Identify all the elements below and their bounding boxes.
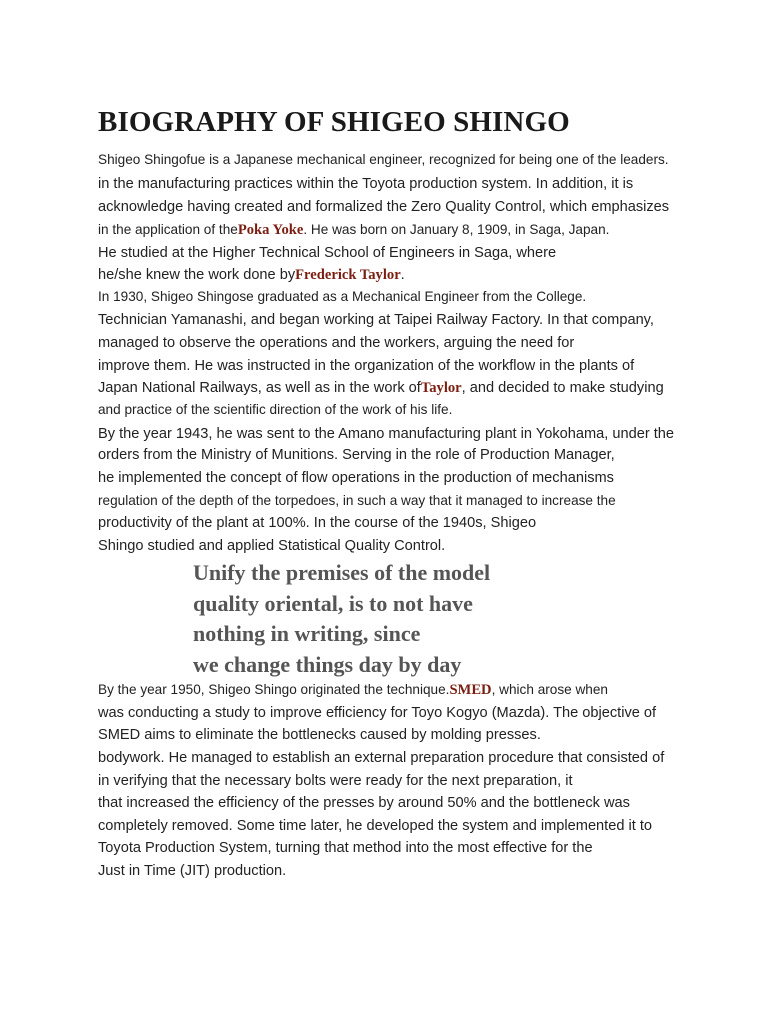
body-line: completely removed. Some time later, he developed the system and implemented it to <box>98 818 653 834</box>
line-text: Japan National Railways, as well as in the work of <box>98 380 421 396</box>
body-line: Shigeo Shingofue is a Japanese mechanical engineer, recognized for being one of the leaders. <box>98 152 669 167</box>
pull-quote <box>193 558 613 680</box>
quote-line: we change things day by day <box>193 651 462 677</box>
body-line: orders from the Ministry of Munitions. Serving in the role of Production Manager, <box>98 447 615 463</box>
body-line: Just in Time (JIT) production. <box>98 863 287 879</box>
body-line: in verifying that the necessary bolts were ready for the next preparation, it <box>98 773 573 789</box>
body-line <box>98 265 405 285</box>
body-line <box>98 220 609 240</box>
body-line: acknowledge having created and formalized the Zero Quality Control, which emphasizes <box>98 199 670 215</box>
line-text: in the application of the <box>98 222 238 237</box>
line-text: . <box>400 267 405 283</box>
body-line <box>98 680 608 700</box>
body-line: productivity of the plant at 100%. In the course of the 1940s, Shigeo <box>98 515 537 531</box>
keyword-poka-yoke: Poka Yoke <box>237 222 304 238</box>
keyword-frederick-taylor: Frederick Taylor <box>295 267 401 283</box>
line-text: he/she knew the work done by <box>98 267 296 283</box>
body-line: managed to observe the operations and the workers, arguing the need for <box>98 335 575 351</box>
quote-line: nothing in writing, since <box>193 621 421 646</box>
page-title: BIOGRAPHY OF SHIGEO SHINGO <box>98 106 570 138</box>
keyword-taylor: Taylor <box>420 380 462 396</box>
body-line: and practice of the scientific direction of the work of his life. <box>98 402 453 417</box>
body-line: that increased the efficiency of the presses by around 50% and the bottleneck was <box>98 795 630 811</box>
body-line: bodywork. He managed to establish an external preparation procedure that consisted of <box>98 750 665 766</box>
body-line: He studied at the Higher Technical School of Engineers in Saga, where <box>98 245 557 261</box>
quote-line: quality oriental, is to not have <box>193 590 473 616</box>
body-line: regulation of the depth of the torpedoes, in such a way that it managed to increase the <box>98 493 616 508</box>
body-line <box>98 378 664 398</box>
body-line: Toyota Production System, turning that method into the most effective for the <box>98 840 593 856</box>
body-line: SMED aims to eliminate the bottlenecks caused by molding presses. <box>98 727 541 743</box>
line-text: , and decided to make studying <box>461 380 664 396</box>
body-line: was conducting a study to improve efficiency for Toyo Kogyo (Mazda). The objective of <box>98 705 657 721</box>
body-line: he implemented the concept of flow operations in the production of mechanisms <box>98 470 614 486</box>
line-text: . He was born on January 8, 1909, in Saga, Japan. <box>303 222 610 237</box>
body-line: In 1930, Shigeo Shingose graduated as a Mechanical Engineer from the College. <box>98 289 587 304</box>
body-line: By the year 1943, he was sent to the Amano manufacturing plant in Yokohama, under the <box>98 426 675 442</box>
keyword-smed: SMED <box>449 682 492 698</box>
body-line: Technician Yamanashi, and began working at Taipei Railway Factory. In that company, <box>98 312 654 328</box>
line-text: By the year 1950, Shigeo Shingo originated the technique. <box>98 682 450 697</box>
quote-line: Unify the premises of the model <box>193 560 491 585</box>
line-text: , which arose when <box>491 682 608 697</box>
body-line: Shingo studied and applied Statistical Quality Control. <box>98 538 446 554</box>
body-line: improve them. He was instructed in the organization of the workflow in the plants of <box>98 358 635 374</box>
body-line: in the manufacturing practices within the Toyota production system. In addition, it is <box>98 176 634 192</box>
